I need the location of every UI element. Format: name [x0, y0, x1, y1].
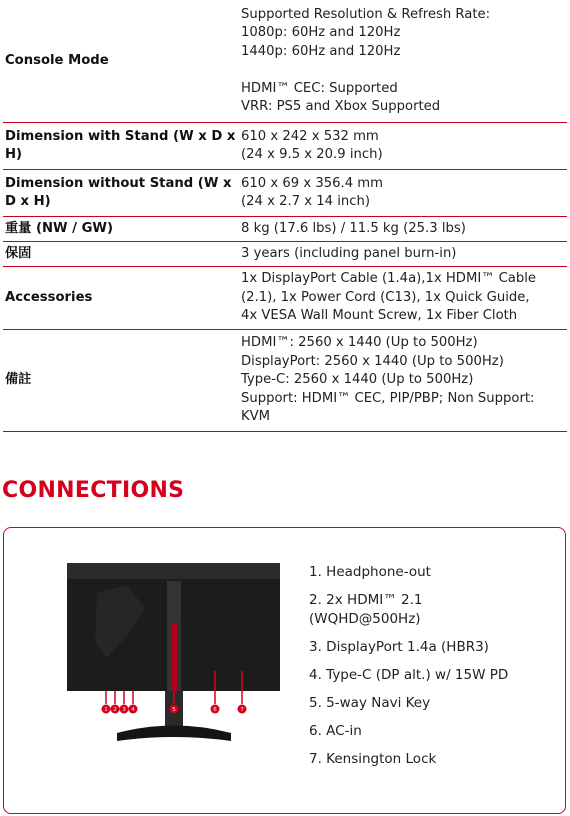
port-marker-label-3: 3: [122, 707, 126, 713]
list-item-kensington-lock: 7. Kensington Lock: [309, 751, 437, 767]
port-marker-label-4: 4: [131, 707, 135, 713]
spec-value: HDMI™: 2560 x 1440 (Up to 500Hz) DisplayPort: 2560 x 1440 (Up to 500Hz) Type-C: 2560 x 1440 (Up to 500Hz) Support: HDMI™ CEC, PIP/PBP; Non Support: KVM: [241, 335, 535, 425]
list-item-headphone-out: 1. Headphone-out: [309, 564, 431, 580]
list-item-hdmi: 2. 2x HDMI™ 2.1 (WQHD@500Hz): [309, 592, 423, 627]
spec-row-accessories: [3, 267, 567, 330]
spec-label: Console Mode: [5, 52, 109, 68]
spec-row-weight: [3, 217, 567, 242]
spec-label: 備註: [5, 372, 32, 388]
spec-value: 8 kg (17.6 lbs) / 11.5 kg (25.3 lbs): [241, 220, 466, 236]
list-item-displayport: 3. DisplayPort 1.4a (HBR3): [309, 639, 489, 655]
spec-value: Supported Resolution & Refresh Rate: 1080p: 60Hz and 120Hz 1440p: 60Hz and 120Hz HDMI™ CEC: Supported VRR: PS5 and Xbox Supported: [241, 6, 491, 114]
list-item-ac-in: 6. AC-in: [309, 723, 362, 739]
list-item-navi-key: 5. 5-way Navi Key: [309, 695, 431, 711]
spec-value: 1x DisplayPort Cable (1.4a),1x HDMI™ Cable (2.1), 1x Power Cord (C13), 1x Quick Guide, 4x VESA Wall Mount Screw, 1x Fiber Cloth: [241, 271, 537, 324]
port-marker-label-6: 6: [213, 707, 217, 713]
monitor-top-edge: [67, 563, 280, 579]
spec-value: 610 x 69 x 356.4 mm (24 x 2.7 x 14 inch): [241, 175, 383, 209]
spec-label: 重量 (NW / GW): [5, 220, 113, 236]
connections-panel: [3, 527, 566, 814]
spec-row-console-mode: [3, 0, 567, 123]
spec-value: 3 years (including panel burn-in): [241, 245, 457, 261]
port-marker-label-2: 2: [113, 707, 117, 713]
port-marker-label-5: 5: [172, 707, 176, 713]
spec-label: 保固: [5, 245, 32, 261]
spec-row-warranty: [3, 242, 567, 267]
spec-value: 610 x 242 x 532 mm (24 x 9.5 x 20.9 inch): [241, 128, 383, 162]
spec-row-dimension-without-stand: [3, 170, 567, 217]
connections-title: CONNECTIONS: [2, 478, 185, 503]
stand-accent: [171, 623, 177, 691]
connections-list: [309, 563, 508, 778]
monitor-rear-illustration: [67, 563, 280, 746]
port-marker-label-1: 1: [104, 707, 108, 713]
spec-table: [3, 0, 567, 432]
port-marker-label-7: 7: [240, 707, 244, 713]
spec-label: Dimension with Stand (W x D x H): [5, 128, 236, 162]
spec-row-dimension-with-stand: [3, 123, 567, 170]
list-item-type-c: 4. Type-C (DP alt.) w/ 15W PD: [309, 667, 509, 683]
spec-label: Dimension without Stand (W x D x H): [5, 175, 232, 209]
spec-row-notes: [3, 330, 567, 432]
stand-base: [117, 726, 231, 742]
spec-label: Accessories: [5, 289, 93, 305]
